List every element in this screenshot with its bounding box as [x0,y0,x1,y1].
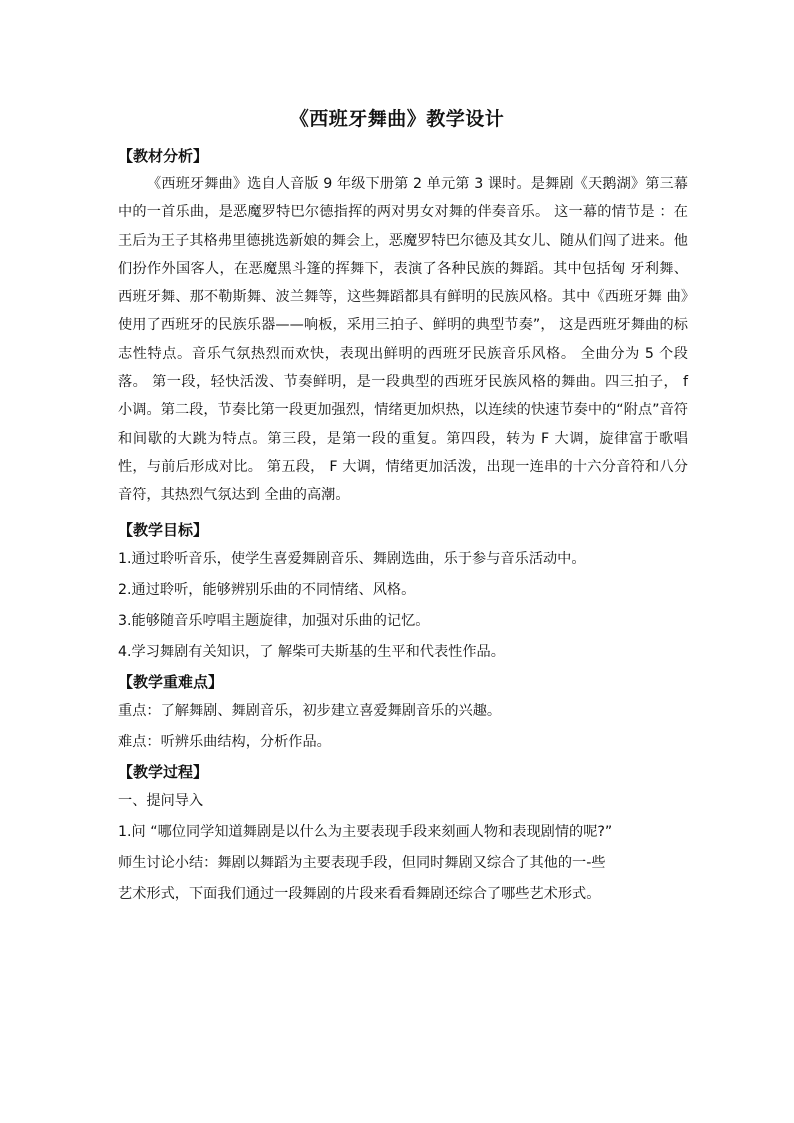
section-heading-key-points: 【教学重难点】 [118,672,224,691]
objective-item: 1.通过聆听音乐，使学生喜爱舞剧音乐、舞剧选曲，乐于参与音乐活动中。 [118,550,586,567]
process-item: 一、提问导入 [118,792,204,809]
process-item: 1.问 “哪位同学知道舞剧是以什么为主要表现手段来刻画人物和表现剧情的呢?” [118,823,613,840]
document-title: 《西班牙舞曲》教学设计 [289,108,505,130]
key-point-item: 重点：了解舞剧、舞剧音乐，初步建立喜爱舞剧音乐的兴趣。 [118,702,502,719]
analysis-paragraph: 《西班牙舞曲》选自人音版 9 年级下册第 2 单元第 3 课时。是舞剧《天鹅湖》第三幕中的一首乐曲，是恶魔罗特巴尔德指挥的两对男女对舞的伴奏音乐。 这一幕的情节是 ：在王后为王子其格弗里德挑选新娘的舞会上，恶魔罗特巴尔德及其女儿、随从们闯了进来。他们扮作外国客人，在恶魔黑斗篷的挥舞下，表演了各种民族的舞蹈。其中包括匈 牙利舞、西班牙舞、那不勒斯舞、波兰舞等，这些舞蹈都具有鲜明的民族风格。其中《西班牙舞 曲》使用了西班牙的民族乐器——响板，采用三拍子、鲜明的典型节奏”， 这是西班牙舞曲的标志性特点。音乐气氛热烈而欢快，表现出鲜明的西班牙民族音乐风格。 全曲分为 5 个段落。 第一段，轻快活泼、节奏鲜明，是一段典型的西班牙民族风格的舞曲。四三拍子， f 小调。第二段，节奏比第一段更加强烈，情绪更加炽热，以连续的快速节奏中的“附点”音符和间歇的大跳为特点。第三段，是第一段的重复。第四段，转为 F 大调，旋律富于歌唱性，与前后形成对比。 第五段， F 大调，情绪更加活泼，出现一连串的十六分音符和八分音符，其热烈气氛达到 全曲的高潮。 [118,176,688,504]
section-heading-objectives: 【教学目标】 [118,520,209,539]
section-heading-process: 【教学过程】 [118,762,209,781]
objective-item: 3.能够随音乐哼唱主题旋律，加强对乐曲的记忆。 [118,612,430,629]
process-item: 师生讨论小结：舞剧以舞蹈为主要表现手段，但同时舞剧又综合了其他的一-些 [118,854,606,871]
key-point-item: 难点：听辨乐曲结构，分析作品。 [118,733,331,750]
objective-item: 4.学习舞剧有关知识，了 解柴可夫斯基的生平和代表性作品。 [118,643,505,660]
process-item: 艺术形式，下面我们通过一段舞剧的片段来看看舞剧还综合了哪些艺术形式。 [118,885,601,902]
section-heading-analysis: 【教材分析】 [118,147,209,165]
objective-item: 2.通过聆听，能够辨别乐曲的不同情绪、风格。 [118,581,416,598]
document-body [118,142,688,910]
